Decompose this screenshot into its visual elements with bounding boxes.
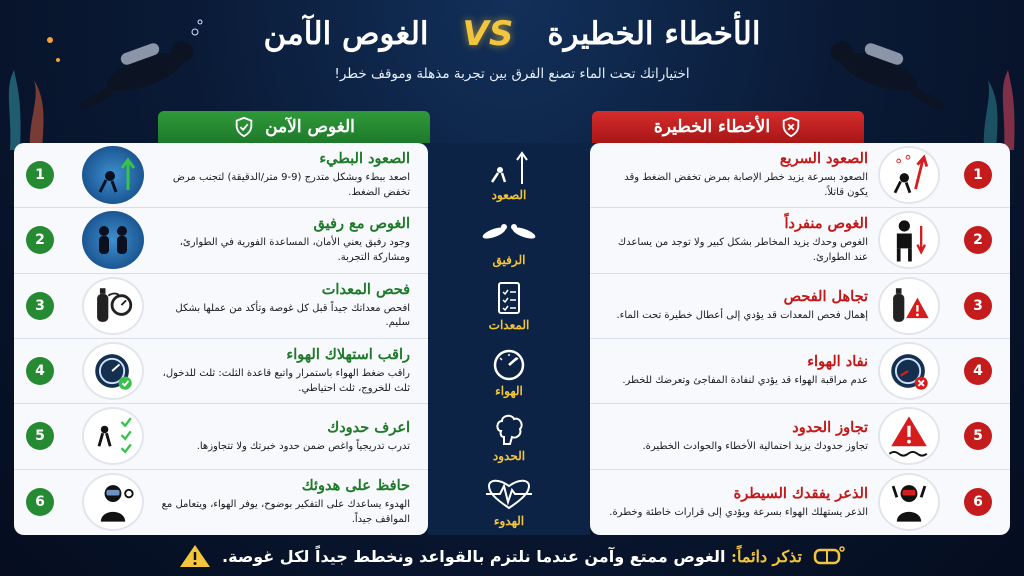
title-row [0,14,1024,54]
slow-ascent-diver-icon [82,146,144,204]
row-description: الذعر يستهلك الهواء بسرعة ويؤدي إلى قرارات خاطئة وخطرة. [609,506,868,518]
footer-message: الغوص ممتع وآمن عندما نلتزم بالقواعد ونخطط جيداً لكل غوصة. [222,546,726,566]
comparison-board [14,143,1010,535]
danger-column-title: الأخطاء الخطيرة [653,117,771,137]
dive-mask-icon [812,543,846,569]
category-air [428,339,590,404]
danger-column-header [592,111,864,143]
footer-text [222,547,802,566]
row-title: تجاوز الحدود [792,418,868,436]
row-text [594,353,878,389]
row-title: الصعود السريع [779,150,868,168]
row-number-badge: 2 [964,226,992,254]
page-header [0,14,1024,82]
safe-column-title: الغوص الآمن [265,117,355,137]
category-label: الهدوء [493,514,525,529]
safe-row-6 [14,470,428,535]
category-ascent [428,143,590,208]
row-number-badge: 3 [26,292,54,320]
category-label: المعدات [488,318,530,333]
rapid-ascent-diver-icon [878,146,940,204]
safe-row-1 [14,143,428,208]
row-title: الغوص مع رفيق [313,215,410,233]
row-number-badge: 4 [964,357,992,385]
vs-badge: VS [462,14,514,54]
panicking-diver-icon [878,473,940,531]
warning-sign-icon [178,543,212,569]
row-title: الغوص منفرداً [784,215,868,233]
category-label: الرفيق [492,252,526,267]
row-number-badge: 5 [964,422,992,450]
row-title: اعرف حدودك [327,418,410,436]
checklist-icon [474,280,544,316]
air-gauge-check-icon [82,342,144,400]
row-title: نفاد الهواء [807,353,868,371]
category-label: الصعود [491,187,527,202]
safe-column-header [158,111,430,143]
row-text [594,288,878,324]
tank-warning-icon [878,277,940,335]
row-description: تدرب تدريجياً واغص ضمن حدود خبرتك ولا تتجاوزها. [196,440,410,452]
row-title: الذعر يفقدك السيطرة [733,484,868,502]
warning-triangle-icon [878,407,940,465]
row-title: تجاهل الفحص [783,288,868,306]
row-title: حافظ على هدوئك [301,477,410,495]
row-description: تجاوز حدودك يزيد احتمالية الأخطاء والحوادث الخطيرة. [642,440,868,452]
buddy-divers-icon [82,211,144,269]
heartbeat-icon [474,476,544,512]
category-label: الحدود [492,448,526,463]
row-number-badge: 1 [26,161,54,189]
shield-check-icon [233,116,255,138]
category-label: الهواء [495,383,523,398]
empty-gauge-x-icon [878,342,940,400]
page-subtitle: اختياراتك تحت الماء تصنع الفرق بين تجربة مذهلة وموقف خطر! [334,66,690,82]
danger-row-4 [590,339,1010,404]
title-safe-diving: الغوص الآمن [263,16,429,52]
safe-row-3 [14,274,428,339]
row-title: راقب استهلاك الهواء [286,346,410,364]
danger-row-2 [590,208,1010,273]
title-dangerous-mistakes: الأخطاء الخطيرة [547,16,761,52]
safe-row-5 [14,404,428,469]
danger-row-1 [590,143,1010,208]
row-description: إهمال فحص المعدات قد يؤدي إلى أعطال خطيرة تحت الماء. [616,310,868,322]
category-equipment [428,274,590,339]
row-number-badge: 1 [964,161,992,189]
row-title: الصعود البطيء [319,150,410,168]
danger-row-5 [590,404,1010,469]
row-description: افحص معداتك جيداً قبل كل غوصة وتأكد من عملها بشكل سليم. [175,302,410,329]
row-description: الغوص وحدك يزيد المخاطر بشكل كبير ولا توجد من يساعدك عند الطوارئ. [617,237,868,263]
row-text [144,477,420,527]
category-buddy [428,208,590,273]
row-description: الصعود بسرعة يزيد خطر الإصابة بمرض تخفض الضغط وقد يكون قاتلاً. [624,172,868,198]
safe-panel [14,143,428,535]
safe-row-2 [14,208,428,273]
row-description: الهدوء يساعدك على التفكير بوضوح، يوفر الهواء، ويتعامل مع المواقف جيداً. [161,499,410,525]
row-description: وجود رفيق يعني الأمان، المساعدة الفورية في الطوارئ، ومشاركة التجربة. [179,237,410,263]
row-text [144,419,420,455]
row-text [144,346,420,396]
row-description: اصعد ببطء وبشكل متدرج (9-9 متر/الدقيقة) لتجنب مرض تخفض الضغط. [172,172,410,198]
gauge-icon [474,346,544,382]
shield-x-icon [780,116,802,138]
row-number-badge: 6 [964,488,992,516]
danger-row-3 [590,274,1010,339]
footer-reminder [0,540,1024,572]
limits-checklist-icon [82,407,144,465]
brain-icon [474,411,544,447]
row-text [594,419,878,455]
row-text [594,215,878,265]
row-description: راقب ضغط الهواء باستمرار واتبع قاعدة الثلث: ثلث للدخول، ثلث للخروج، ثلث احتياطي. [162,368,410,394]
row-text [594,485,878,521]
row-number-badge: 5 [26,422,54,450]
buddy-divers-icon [474,215,544,251]
row-description: عدم مراقبة الهواء قد يؤدي لنفادة المفاجئ وتعرضك للخطر. [622,375,868,387]
danger-panel [590,143,1010,535]
category-column [428,143,590,535]
row-number-badge: 6 [26,488,54,516]
row-text [144,215,420,265]
category-calm [428,470,590,535]
row-number-badge: 2 [26,226,54,254]
category-limits [428,404,590,469]
row-text [594,150,878,200]
safe-row-4 [14,339,428,404]
row-text [144,281,420,331]
tank-gauge-icon [82,277,144,335]
calm-diver-ok-icon [82,473,144,531]
footer-label: تذكر دائماً: [731,546,802,566]
danger-row-6 [590,470,1010,535]
row-title: فحص المعدات [321,280,410,298]
solo-diver-icon [878,211,940,269]
row-text [144,150,420,200]
ascent-arrow-icon [474,150,544,186]
row-number-badge: 3 [964,292,992,320]
row-number-badge: 4 [26,357,54,385]
